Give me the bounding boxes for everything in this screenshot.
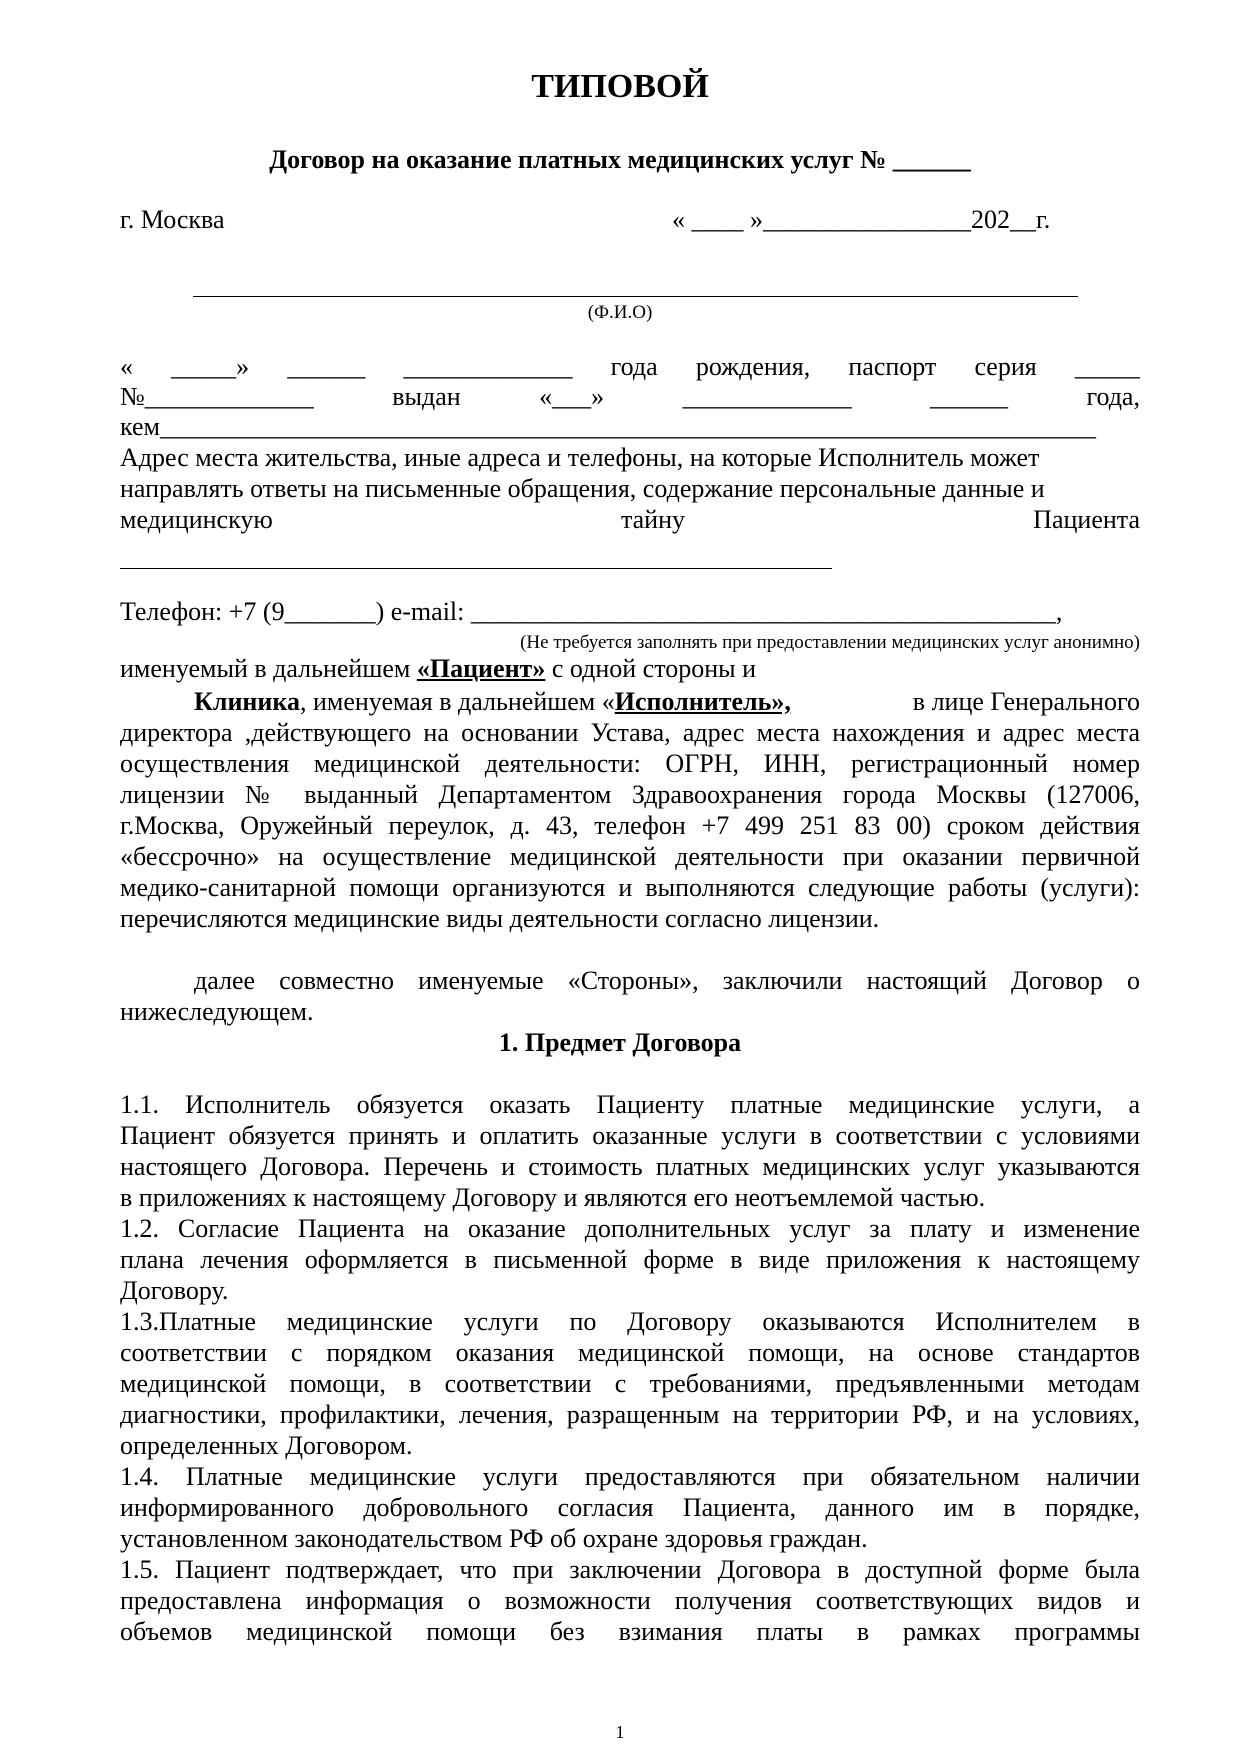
clinic-line: лицензии № выданный Департаментом Здравоохранения города Москвы (127006, xyxy=(120,780,1140,809)
clause-1-1: Пациент обязуется принять и оплатить оказанные услуги в соответствии с условиями xyxy=(120,1121,1140,1150)
address-line-2: направлять ответы на письменные обращения, содержание персональные данные и xyxy=(120,474,1045,503)
page-number: 1 xyxy=(615,1722,625,1742)
passport-token: _____ xyxy=(1074,352,1140,381)
address-token: Пациента xyxy=(1033,505,1140,534)
passport-issued-by: кем________________________________________________________________________ xyxy=(120,412,1096,441)
clinic-text: , именуемая в дальнейшем « xyxy=(299,687,615,716)
document-title: ТИПОВОЙ xyxy=(531,68,709,105)
clause-1-3: соответствии с порядком оказания медицинской помощи, на основе стандартов xyxy=(120,1338,1140,1367)
clinic-line: г.Москва, Оружейный переулок, д. 43, телефон +7 499 251 83 00) сроком действия xyxy=(120,811,1140,840)
patient-line xyxy=(120,654,1140,684)
clause-1-3: 1.3.Платные медицинские услуги по Договору оказываются Исполнителем в xyxy=(120,1307,1140,1336)
patient-line-text: с одной стороны и xyxy=(545,654,757,683)
address-token: медицинскую xyxy=(120,505,273,534)
section-1-heading: 1. Предмет Договора xyxy=(498,1028,742,1057)
passport-token: _____________ xyxy=(682,382,852,411)
clause-1-2: Договору. xyxy=(120,1276,229,1305)
clause-1-5: объемов медицинской помощи без взимания платы в рамках программы xyxy=(120,1617,1140,1646)
executor-role: Исполнитель», xyxy=(614,687,791,716)
passport-token: №_____________ xyxy=(120,382,314,411)
passport-token: ______ xyxy=(287,352,366,381)
clinic-name: Клиника xyxy=(194,687,300,716)
clinic-line-last: перечисляются медицинские виды деятельности согласно лицензии. xyxy=(120,904,880,933)
fio-blank-line xyxy=(193,296,1078,297)
clinic-text: в лице Генерального xyxy=(912,687,1140,716)
clinic-line: «бессрочно» на осуществление медицинской деятельности при оказании первичной xyxy=(120,842,1140,871)
passport-token: ______ xyxy=(930,382,1008,411)
city: г. Москва xyxy=(120,205,225,234)
address-line-3 xyxy=(120,505,1140,535)
clause-1-4: информированного добровольного согласия Пациента, данного им в порядке, xyxy=(120,1493,1140,1522)
passport-line-1 xyxy=(120,352,1140,382)
patient-line-text: именуемый в дальнейшем xyxy=(120,654,417,683)
clause-1-4: 1.4. Платные медицинские услуги предоставляются при обязательном наличии xyxy=(120,1462,1140,1491)
document-subtitle: Договор на оказание платных медицинских услуг № ______ xyxy=(269,145,971,174)
clinic-line-1 xyxy=(120,687,1140,717)
anonymous-note: (Не требуется заполнять при предоставлении медицинских услуг анонимно) xyxy=(520,632,1140,653)
passport-token: « xyxy=(120,352,133,381)
clause-1-5: 1.5. Пациент подтверждает, что при заключении Договора в доступной форме была xyxy=(120,1555,1140,1584)
patient-role: «Пациент» xyxy=(416,654,546,683)
passport-token: серия xyxy=(974,352,1037,381)
clause-1-3: диагностики, профилактики, лечения, разращенным на территории РФ, и на условиях, xyxy=(120,1400,1140,1429)
clause-1-1: в приложениях к настоящему Договору и являются его неотъемлемой частью. xyxy=(120,1183,986,1212)
passport-line-2 xyxy=(120,382,1140,412)
clinic-line: директора ,действующего на основании Устава, адрес места нахождения и адрес места xyxy=(120,718,1140,747)
fio-caption: (Ф.И.О) xyxy=(587,302,653,323)
passport-token: выдан xyxy=(392,382,461,411)
clause-1-2: плана лечения оформляется в письменной форме в виде приложения к настоящему xyxy=(120,1245,1140,1274)
contract-date: « ____ »________________202__г. xyxy=(672,205,1051,234)
passport-token: года xyxy=(610,352,658,381)
clinic-line: медико-санитарной помощи организуются и выполняются следующие работы (услуги): xyxy=(120,873,1140,902)
clause-1-3: медицинской помощи, в соответствии с требованиями, предъявленными методам xyxy=(120,1369,1140,1398)
passport-token: паспорт xyxy=(848,352,937,381)
passport-token: рождения, xyxy=(695,352,811,381)
clause-1-4: установленном законодательством РФ об охране здоровья граждан. xyxy=(120,1524,868,1553)
parties-line-1: далее совместно именуемые «Стороны», заключили настоящий Договор о xyxy=(194,966,1140,995)
clause-1-3: определенных Договором. xyxy=(120,1431,413,1460)
clause-1-5: предоставлена информация о возможности получения соответствующих видов и xyxy=(120,1586,1140,1615)
clause-1-2: 1.2. Согласие Пациента на оказание дополнительных услуг за плату и изменение xyxy=(120,1214,1140,1243)
clause-1-1: настоящего Договора. Перечень и стоимость платных медицинских услуг указываются xyxy=(120,1152,1140,1181)
phone-email-line: Телефон: +7 (9_______) e-mail: _____________________________________________, xyxy=(120,597,1063,626)
clinic-line: осуществления медицинской деятельности: ОГРН, ИНН, регистрационный номер xyxy=(120,749,1140,778)
clause-1-1: 1.1. Исполнитель обязуется оказать Пациенту платные медицинские услуги, а xyxy=(120,1090,1140,1119)
parties-line-2: нижеследующем. xyxy=(120,997,314,1026)
passport-token: _____________ xyxy=(403,352,573,381)
passport-token: _____» xyxy=(171,352,250,381)
place-date-row xyxy=(120,205,1140,235)
address-blank-line xyxy=(120,568,832,569)
passport-token: «___» xyxy=(539,382,605,411)
address-line-1: Адрес места жительства, иные адреса и телефоны, на которые Исполнитель может xyxy=(120,443,1040,472)
address-token: тайну xyxy=(620,505,685,534)
passport-token: года, xyxy=(1086,382,1140,411)
